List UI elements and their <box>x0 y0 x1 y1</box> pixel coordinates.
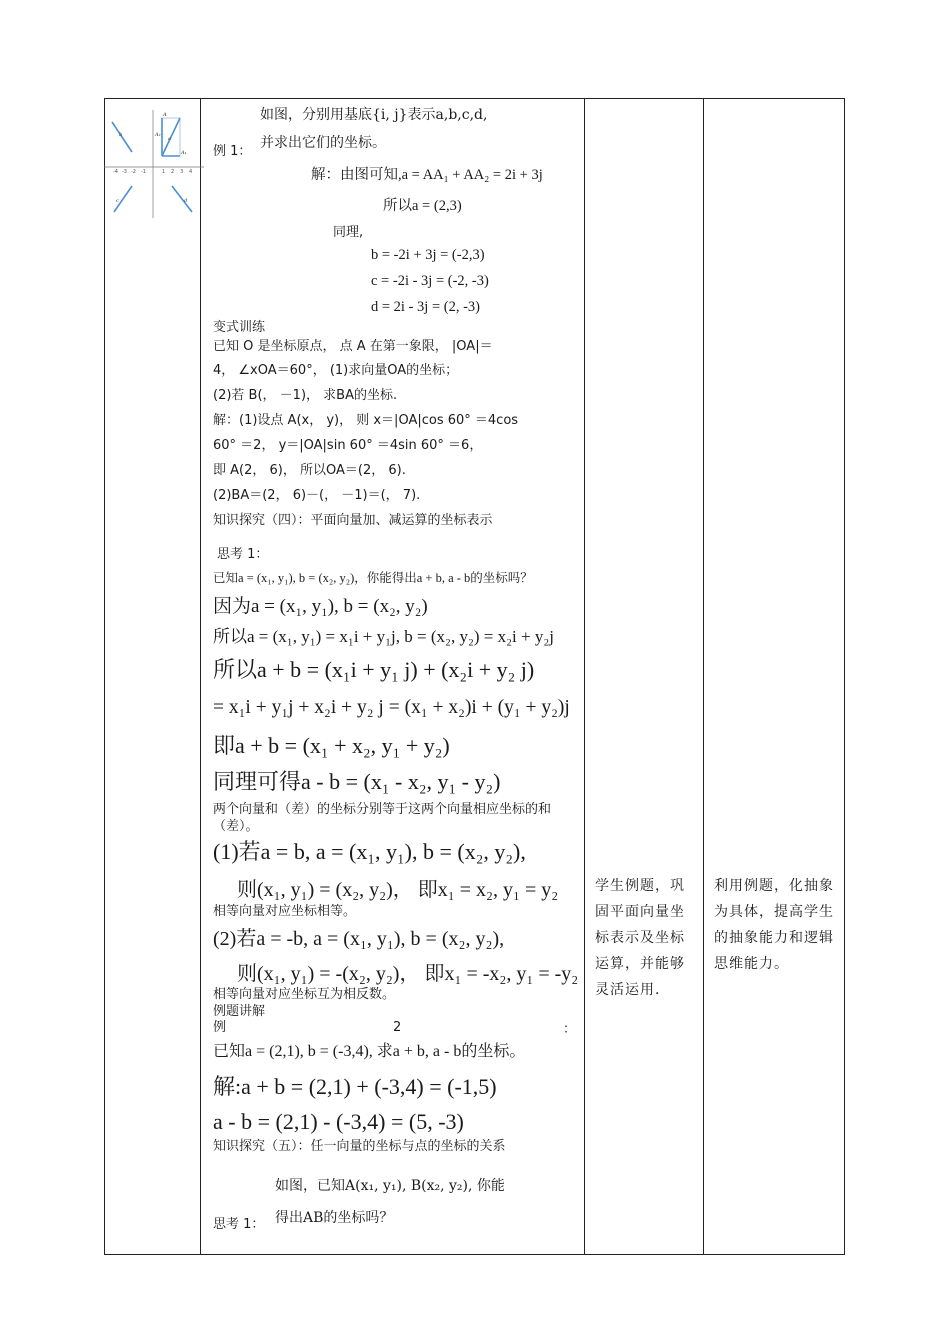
example2-solution: 解:a + b = (2,1) + (-3,4) = (-1,5) <box>213 1074 497 1099</box>
example1-similarly: 同理, <box>333 225 364 240</box>
explore4-case2: (2)若a = -b, a = (x₁, y₁), b = (x₂, y₂), <box>213 928 505 950</box>
vector-label: A₁ <box>181 150 187 156</box>
vector-label: d <box>184 198 188 204</box>
example1-d: d = 2i - 3j = (2, -3) <box>371 299 480 315</box>
variant-line: 解：(1)设点 A(x， y)， 则 x＝|OA|cos 60° ＝4cos <box>213 413 519 428</box>
variant-line: 即 A(2， 6)， 所以OA＝(2， 6). <box>213 463 406 478</box>
explore4-step: = x₁i + y₁j + x₂i + y₂ j = (x₁ + x₂)i + (y₁ + y₂)j <box>213 697 570 718</box>
example1-question-line2: 并求出它们的坐标。 <box>260 135 386 151</box>
example1-label: 例 1： <box>213 144 252 159</box>
explore5-question: 得出AB的坐标吗？ <box>275 1210 394 1226</box>
vector-label: A₂ <box>155 132 161 138</box>
explore4-step: 同理可得a - b = (x₁ - x₂, y₁ - y₂) <box>213 769 501 794</box>
explore4-case1: 则(x₁, y₁) = (x₂, y₂)， 即x₁ = x₂, y₁ = y₂ <box>237 879 559 901</box>
explore4-question: 已知a = (x₁, y₁), b = (x₂, y₂)，你能得出a + b, a - b的坐标吗？ <box>213 571 533 585</box>
explore4-case2: 则(x₁, y₁) = -(x₂, y₂)， 即x₁ = -x₂, y₁ = -y₂ <box>237 963 579 985</box>
explore5-think: 思考 1： <box>213 1217 265 1232</box>
example2-colon: ： <box>563 1022 577 1037</box>
x-tick-label: 4 <box>189 169 193 175</box>
variant-line: (2)BA＝(2， 6)－(， －1)＝(， 7). <box>213 488 421 503</box>
content-column <box>203 99 587 1254</box>
x-tick-label: 1 <box>162 169 166 175</box>
vector-d <box>172 186 192 212</box>
variant-line: 已知 O 是坐标原点， 点 A 在第一象限， |OA|＝ <box>213 339 493 354</box>
explore4-step: 所以a = (x₁, y₁) = x₁i + y₁j, b = (x₂, y₂) = x₂i + y₂j <box>213 627 555 646</box>
explore4-case1: (1)若a = b, a = (x₁, y₁), b = (x₂, y₂), <box>213 839 526 864</box>
explore4-step: 所以a + b = (x₁i + y₁ j) + (x₂i + y₂ j) <box>213 657 535 682</box>
vector-a <box>162 118 180 156</box>
x-tick-label: -3 <box>122 169 127 175</box>
student-activity: 学生例题，巩固平面向量坐标表示及坐标运算，并能够灵活运用. <box>595 878 685 998</box>
explore4-title: 知识探究（四）：平面向量加、减运算的坐标表示 <box>213 513 493 528</box>
example2-solution: a - b = (2,1) - (-3,4) = (5, -3) <box>213 1109 464 1134</box>
explore4-step: 即a + b = (x₁ + x₂, y₁ + y₂) <box>213 733 450 758</box>
explore5-question: 如图，已知A(x₁, y₁), B(x₂, y₂), 你能 <box>275 1178 505 1194</box>
example1-question-line1: 如图，分别用基底{i, j}表示a,b,c,d, <box>260 107 488 123</box>
explore5-title: 知识探究（五）：任一向量的坐标与点的坐标的关系 <box>213 1139 506 1154</box>
x-tick-label: -2 <box>131 169 136 175</box>
example1-c: c = -2i - 3j = (-2, -3) <box>371 273 489 289</box>
example1-result: 所以a = (2,3) <box>383 198 462 214</box>
example2-title: 例题讲解 <box>213 1004 266 1019</box>
vector-figure <box>104 110 204 218</box>
example1-solution-line: 解：由图可知,a = AA₁ + AA₂ = 2i + 3j <box>311 167 543 183</box>
example2-label: 例 <box>213 1020 227 1035</box>
explore4-think: 思考 1： <box>217 547 269 562</box>
example1-b: b = -2i + 3j = (-2,3) <box>371 247 485 263</box>
vector-label: A <box>163 112 167 118</box>
x-tick-label: 3 <box>180 169 184 175</box>
x-tick-label: -4 <box>113 169 118 175</box>
variant-line: 4， ∠xOA＝60°， (1)求向量OA的坐标； <box>213 363 459 378</box>
variant-line: 60° ＝2， y＝|OA|sin 60° ＝4sin 60° ＝6， <box>213 438 483 453</box>
example2-number: 2 <box>393 1020 402 1035</box>
explore4-step: 因为a = (x₁, y₁), b = (x₂, y₂) <box>213 596 428 617</box>
variant-title: 变式训练 <box>213 320 266 335</box>
lesson-table <box>104 98 845 1255</box>
x-tick-label: -1 <box>141 169 146 175</box>
vector-label: b <box>119 132 123 138</box>
example2-question: 已知a = (2,1), b = (-3,4), 求a + b, a - b的坐标。 <box>213 1043 526 1060</box>
x-tick-label: 2 <box>171 169 175 175</box>
column-divider <box>703 99 704 1254</box>
vector-label: c <box>116 198 119 204</box>
variant-line: (2)若 B(， －1)， 求BA的坐标. <box>213 388 398 403</box>
vector-label: a <box>168 136 171 142</box>
explore4-case1-note: 相等向量对应坐标相等。 <box>213 904 357 919</box>
explore4-conclusion: 两个向量和（差）的坐标分别等于这两个向量相应坐标的和（差）。 <box>213 802 552 834</box>
design-intent: 利用例题，化抽象为具体，提高学生的抽象能力和逻辑思维能力。 <box>714 878 834 972</box>
explore4-case2-note: 相等向量对应坐标互为相反数。 <box>213 987 396 1002</box>
column-divider <box>200 99 201 1254</box>
